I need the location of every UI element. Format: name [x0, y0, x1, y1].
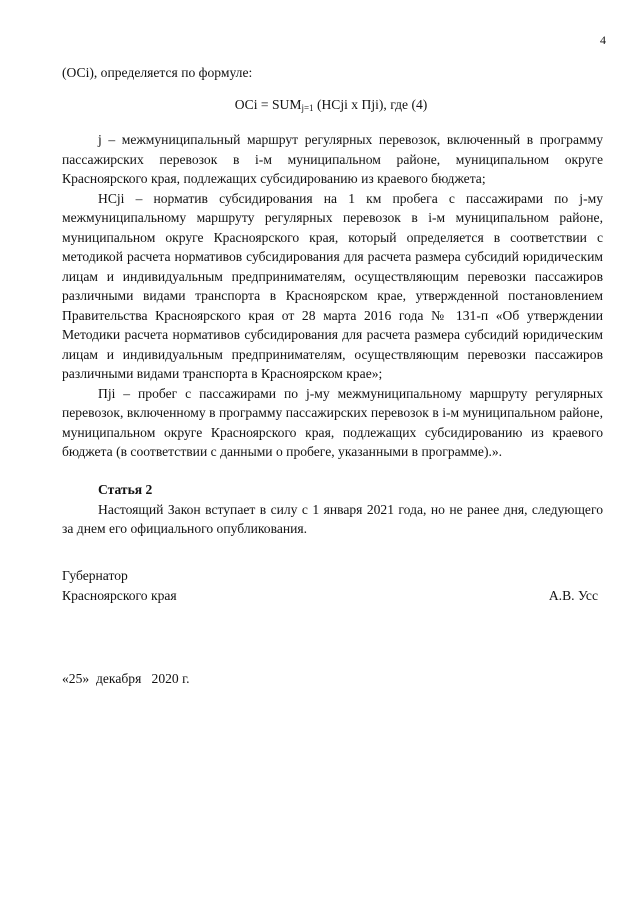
signatory-position-line2: Красноярского края	[62, 587, 177, 603]
definition-hcji: НСji – норматив субсидирования на 1 км пробега с пассажирами по j-му межмуниципальному маршруту регулярных перевозок в i-м муниципальном районе, муниципальном округе Красноярского края, который определяется в соответствии с методикой расчета нормативов субсидирования для расчета размера субсидий юридическим лицам и индивидуальным предпринимателям, осуществляющим перевозки пассажиров различными видами транспорта в Красноярском крае, утвержденной постановлением Правительства Красноярского края от 28 марта 2016 года № 131-п «Об утверждении Методики расчета нормативов субсидирования для расчета размера субсидий юридическим лицам и индивидуальным предпринимателям, осуществляющим перевозки пассажиров различными видами транспорта в Красноярском крае»;	[62, 190, 603, 381]
signatory-name: А.В. Усс	[548, 587, 598, 603]
definition-pji: Пji – пробег с пассажирами по j-му межмуниципальному маршруту регулярных перевозок, включенному в программу пассажирских перевозок в i-м муниципальном районе, муниципальном округе Красноярского края, подлежащих субсидированию из краевого бюджета (в соответствии с данными о пробеге, указанными в программе).».	[62, 385, 603, 459]
formula-subscript: j=1	[301, 103, 314, 113]
article-title: Статья 2	[98, 482, 153, 497]
article-text: Настоящий Закон вступает в силу с 1 января 2021 года, но не ранее дня, следующего за днем его официального опубликования.	[62, 501, 603, 536]
signature-block	[62, 566, 598, 605]
document-date: «25» декабря 2020 г.	[62, 671, 190, 686]
signatory-position-line1: Губернатор	[62, 568, 128, 583]
definition-j: j – межмуниципальный маршрут регулярных перевозок, включенный в программу пассажирских перевозок в i-м муниципальном районе, муниципальном округе Красноярского края, подлежащих субсидированию из краевого бюджета;	[62, 132, 603, 186]
formula-lhs: ОСi = SUM	[234, 97, 302, 112]
page-number: 4	[600, 33, 606, 47]
article-2	[62, 480, 603, 539]
formula	[0, 95, 634, 115]
definitions	[62, 130, 603, 462]
formula-rhs: (НСji х Пji), где (4)	[313, 97, 428, 112]
formula-intro: (ОСi), определяется по формуле:	[62, 65, 253, 80]
